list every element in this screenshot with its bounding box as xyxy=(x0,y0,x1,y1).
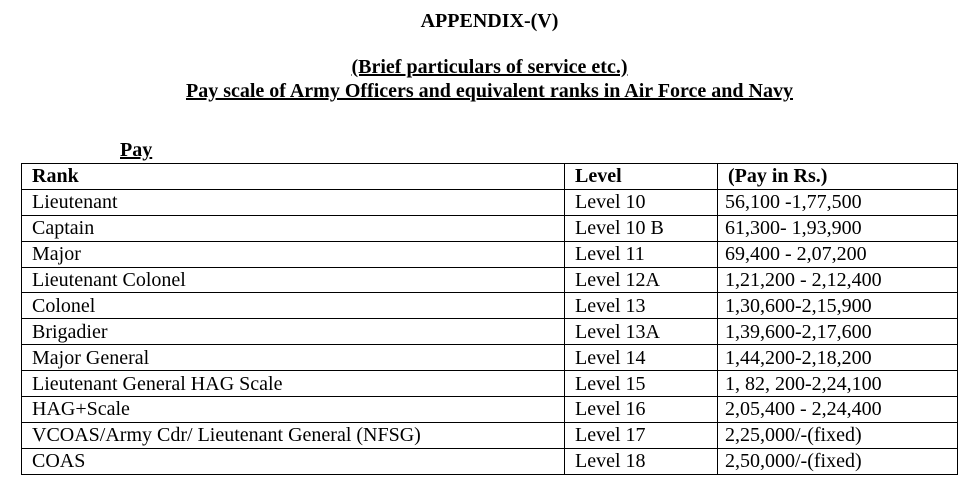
level-cell: Level 16 xyxy=(565,397,718,423)
pay-cell: 61,300- 1,93,900 xyxy=(718,215,958,241)
subtitle-brief-particulars: (Brief particulars of service etc.) xyxy=(351,56,628,78)
rank-cell: HAG+Scale xyxy=(22,397,565,423)
pay-cell: 1,44,200-2,18,200 xyxy=(718,345,958,371)
header-level: Level xyxy=(565,164,718,190)
level-cell: Level 11 xyxy=(565,241,718,267)
rank-cell: Major General xyxy=(22,345,565,371)
rank-cell: Lieutenant General HAG Scale xyxy=(22,371,565,397)
pay-cell: 1, 82, 200-2,24,100 xyxy=(718,371,958,397)
table-row xyxy=(22,293,958,319)
level-cell: Level 18 xyxy=(565,448,718,474)
subtitle-pay-scale: Pay scale of Army Officers and equivalent ranks in Air Force and Navy xyxy=(185,80,793,102)
page-title: APPENDIX-(V) xyxy=(420,10,559,32)
level-cell: Level 10 B xyxy=(565,215,718,241)
pay-cell: 2,25,000/-(fixed) xyxy=(718,422,958,448)
rank-cell: Captain xyxy=(22,215,565,241)
table-row xyxy=(22,422,958,448)
table-row xyxy=(22,397,958,423)
table-row xyxy=(22,371,958,397)
pay-cell: 1,21,200 - 2,12,400 xyxy=(718,267,958,293)
rank-cell: Lieutenant xyxy=(22,189,565,215)
table-row xyxy=(22,319,958,345)
table-row xyxy=(22,448,958,474)
rank-cell: Brigadier xyxy=(22,319,565,345)
level-cell: Level 14 xyxy=(565,345,718,371)
table-row xyxy=(22,345,958,371)
rank-cell: VCOAS/Army Cdr/ Lieutenant General (NFSG) xyxy=(22,422,565,448)
pay-cell: 1,30,600-2,15,900 xyxy=(718,293,958,319)
table-row xyxy=(22,189,958,215)
rank-cell: Colonel xyxy=(22,293,565,319)
table-row xyxy=(22,241,958,267)
pay-scale-table xyxy=(21,163,958,475)
pay-cell: 1,39,600-2,17,600 xyxy=(718,319,958,345)
table-row xyxy=(22,215,958,241)
level-cell: Level 15 xyxy=(565,371,718,397)
table-header-row xyxy=(22,164,958,190)
pay-cell: 2,05,400 - 2,24,400 xyxy=(718,397,958,423)
level-cell: Level 12A xyxy=(565,267,718,293)
level-cell: Level 10 xyxy=(565,189,718,215)
level-cell: Level 13 xyxy=(565,293,718,319)
rank-cell: Major xyxy=(22,241,565,267)
rank-cell: Lieutenant Colonel xyxy=(22,267,565,293)
table-row xyxy=(22,267,958,293)
header-rank: Rank xyxy=(22,164,565,190)
pay-cell: 69,400 - 2,07,200 xyxy=(718,241,958,267)
rank-cell: COAS xyxy=(22,448,565,474)
level-cell: Level 13A xyxy=(565,319,718,345)
pay-cell: 56,100 -1,77,500 xyxy=(718,189,958,215)
pay-label: Pay xyxy=(120,139,153,161)
level-cell: Level 17 xyxy=(565,422,718,448)
header-pay: (Pay in Rs.) xyxy=(718,164,958,190)
pay-cell: 2,50,000/-(fixed) xyxy=(718,448,958,474)
